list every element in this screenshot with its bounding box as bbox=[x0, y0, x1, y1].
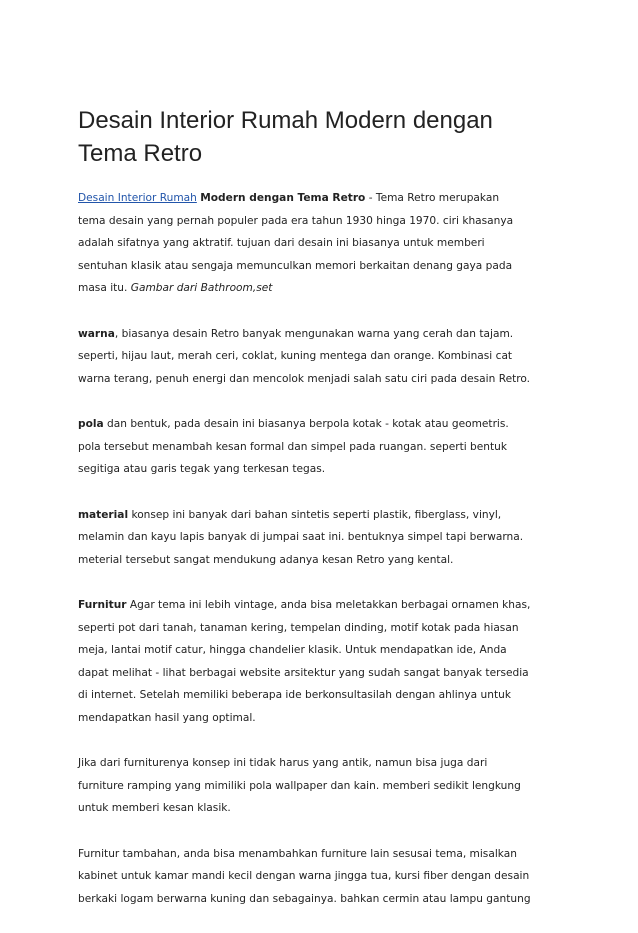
text-line: dan bentuk, pada desain ini biasanya berpola kotak - kotak atau geometris. bbox=[103, 418, 509, 430]
text-line: Furnitur tambahan, anda bisa menambahkan furniture lain sesusai tema, misalkan bbox=[78, 847, 517, 860]
text-line: pola tersebut menambah kesan formal dan simpel pada ruangan. seperti bentuk bbox=[78, 440, 507, 453]
paragraph-intro bbox=[78, 187, 574, 300]
text-line: Jika dari furniturenya konsep ini tidak harus yang antik, namun bisa juga dari bbox=[78, 757, 488, 769]
text-line: segitiga atau garis tegak yang terkesan tegas. bbox=[78, 463, 326, 475]
title-line: Desain Interior Rumah Modern dengan bbox=[78, 107, 493, 134]
text-line: - Tema Retro merupakan bbox=[365, 192, 500, 204]
text-line: meterial tersebut sangat mendukung adanya kesan Retro yang kental. bbox=[78, 553, 454, 566]
bold-heading: material bbox=[78, 508, 129, 521]
paragraph-material bbox=[78, 504, 574, 572]
text-line: seperti pot dari tanah, tanaman kering, tempelan dinding, motif kotak pada hiasan bbox=[78, 621, 519, 634]
text-line: mendapatkan hasil yang optimal. bbox=[78, 711, 256, 724]
text-line: seperti, hijau laut, merah ceri, coklat, kuning mentega dan orange. Kombinasi cat bbox=[78, 350, 513, 362]
bold-heading: Furnitur bbox=[78, 599, 127, 611]
text-line: dapat melihat - lihat berbagai website arsitektur yang sudah sangat banyak tersedia bbox=[78, 666, 529, 679]
title-line: Tema Retro bbox=[78, 140, 203, 167]
bold-heading: pola bbox=[78, 418, 104, 430]
text-line: masa itu. bbox=[78, 282, 131, 294]
page-title bbox=[78, 104, 578, 170]
text-line: Agar tema ini lebih vintage, anda bisa meletakkan berbagai ornamen khas, bbox=[126, 599, 531, 611]
text-line: di internet. Setelah memiliki beberapa ide berkonsultasilah dengan ahlinya untuk bbox=[78, 689, 511, 701]
text-line: berkaki logam berwarna kuning dan sebagainya. bahkan cermin atau lampu gantung bbox=[78, 892, 531, 905]
text-line: meja, lantai motif catur, hingga chandelier klasik. Untuk mendapatkan ide, Anda bbox=[78, 644, 507, 656]
article-body bbox=[78, 187, 574, 933]
paragraph-tambahan bbox=[78, 843, 574, 911]
text-line: kabinet untuk kamar mandi kecil dengan warna jingga tua, kursi fiber dengan desain bbox=[78, 870, 530, 882]
paragraph-pola bbox=[78, 413, 574, 481]
paragraph-furnitur bbox=[78, 594, 574, 729]
text-line: tema desain yang pernah populer pada era tahun 1930 hinga 1970. ciri khasanya bbox=[78, 214, 514, 227]
text-line: untuk memberi kesan klasik. bbox=[78, 802, 231, 814]
desain-interior-link[interactable]: Desain Interior Rumah bbox=[78, 192, 197, 204]
text-line: warna terang, penuh energi dan mencolok menjadi salah satu ciri pada desain Retro. bbox=[78, 372, 531, 385]
bold-heading: warna bbox=[78, 327, 115, 340]
text-line: sentuhan klasik atau sengaja memunculkan memori berkaitan denang gaya pada bbox=[78, 259, 513, 272]
image-credit: Gambar dari Bathroom,set bbox=[130, 282, 273, 294]
paragraph-warna bbox=[78, 323, 574, 391]
text-line: melamin dan kayu lapis banyak di jumpai saat ini. bentuknya simpel tapi berwarna. bbox=[78, 531, 524, 543]
paragraph-jika bbox=[78, 752, 574, 820]
bold-heading: Modern dengan Tema Retro bbox=[200, 192, 366, 204]
text-line: adalah sifatnya yang aktratif. tujuan dari desain ini biasanya untuk memberi bbox=[78, 237, 485, 249]
text-line: konsep ini banyak dari bahan sintetis seperti plastik, fiberglass, vinyl, bbox=[128, 508, 502, 521]
text-line: furniture ramping yang mimiliki pola wallpaper dan kain. memberi sedikit lengkung bbox=[78, 779, 521, 792]
text-line: , biasanya desain Retro banyak mengunakan warna yang cerah dan tajam. bbox=[114, 327, 514, 340]
